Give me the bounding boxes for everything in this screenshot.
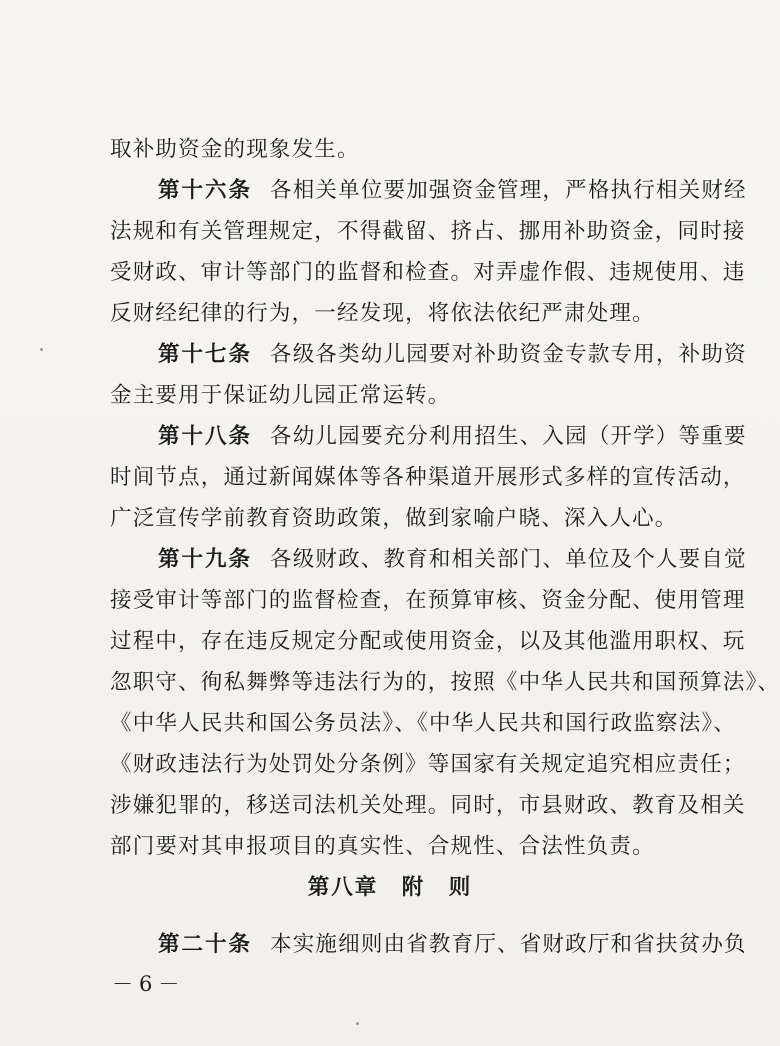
text-line-17: 涉嫌犯罪的，移送司法机关处理。同时，市县财政、教育及相关 — [110, 793, 746, 818]
article-19-paragraph — [158, 540, 747, 580]
article-16-heading: 第十六条 — [158, 178, 253, 203]
article-17-paragraph — [158, 335, 747, 375]
text-line-8: 各幼儿园要充分利用招生、入园（开学）等重要 — [270, 424, 747, 449]
article-18-heading: 第十八条 — [158, 424, 253, 449]
text-line-14: 忽职守、徇私舞弊等违法行为的，按照《中华人民共和国预算法》、 — [110, 670, 780, 695]
article-16-paragraph — [158, 171, 747, 211]
text-line-1: 取补助资金的现象发生。 — [110, 137, 360, 162]
page-number: －6－ — [112, 972, 186, 996]
text-line-19: 本实施细则由省教育厅、省财政厅和省扶贫办负 — [270, 932, 747, 957]
text-line-18: 部门要对其申报项目的真实性、合规性、合法性负责。 — [110, 834, 655, 859]
scan-speck — [40, 348, 43, 351]
text-line-9: 时间节点，通过新闻媒体等各种渠道开展形式多样的宣传活动， — [110, 465, 746, 490]
text-line-13: 过程中，存在违反规定分配或使用资金，以及其他滥用职权、玩 — [110, 629, 746, 654]
text-line-4: 受财政、审计等部门的监督和检查。对弄虚作假、违规使用、违 — [110, 260, 746, 285]
text-line-2: 各相关单位要加强资金管理，严格执行相关财经 — [270, 178, 747, 203]
text-line-3: 法规和有关管理规定，不得截留、挤占、挪用补助资金，同时接 — [110, 219, 746, 244]
text-line-11: 各级财政、教育和相关部门、单位及个人要自觉 — [270, 547, 747, 572]
chapter-heading: 第八章 附 则 — [307, 875, 473, 900]
text-line-7: 金主要用于保证幼儿园正常运转。 — [110, 383, 451, 408]
text-line-12: 接受审计等部门的监督检查，在预算审核、资金分配、使用管理 — [110, 588, 746, 613]
text-line-15: 《中华人民共和国公务员法》、《中华人民共和国行政监察法》、 — [110, 711, 737, 736]
article-18-paragraph — [158, 417, 747, 457]
text-line-5: 反财经纪律的行为，一经发现，将依法依纪严肃处理。 — [110, 301, 655, 326]
article-20-heading: 第二十条 — [158, 932, 253, 957]
article-19-heading: 第十九条 — [158, 547, 253, 572]
scan-speck — [356, 1022, 359, 1025]
article-17-heading: 第十七条 — [158, 342, 253, 367]
article-20-paragraph — [158, 925, 747, 965]
text-line-16: 《财政违法行为处罚处分条例》等国家有关规定追究相应责任； — [110, 752, 746, 777]
text-line-10: 广泛宣传学前教育资助政策，做到家喻户晓、深入人心。 — [110, 506, 678, 531]
text-line-6: 各级各类幼儿园要对补助资金专款专用，补助资 — [270, 342, 747, 367]
